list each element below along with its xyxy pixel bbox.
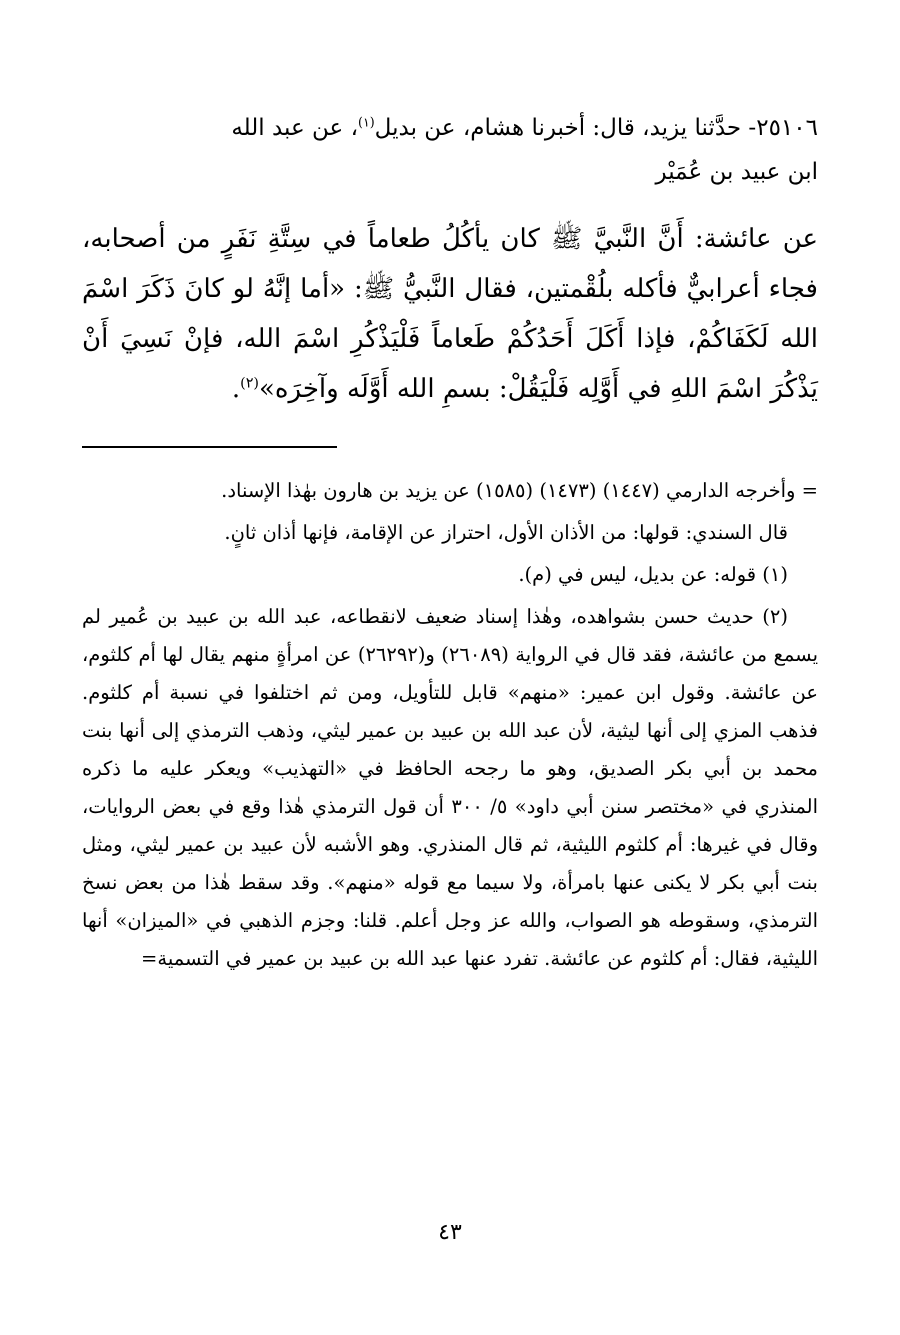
footnote-continuation: = وأخرجه الدارمي (١٤٤٧) (١٤٧٣) (١٥٨٥) عن يزيد بن هارون بهٰذا الإسناد.: [221, 479, 818, 502]
footnote-sindi-comment: قال السندي: قولها: من الأذان الأول، احتراز عن الإقامة، فإنها أذان ثانٍ.: [224, 521, 788, 544]
hadith-matn: [82, 214, 818, 414]
isnad-text-end: ، عن عبد الله: [231, 115, 358, 141]
footnote-1: (١) قوله: عن بديل، ليس في (م).: [518, 563, 788, 586]
page-number: ٤٣: [438, 1220, 462, 1245]
footnote-separator: [82, 446, 337, 448]
isnad-line-2: ابن عبيد بن عُمَيْر: [655, 159, 818, 185]
footnotes: [82, 472, 818, 978]
footnote-2: (٢) حديث حسن بشواهده، وهٰذا إسناد ضعيف لانقطاعه، عبد الله بن عبيد بن عُمير لم يسمع من عائشة، فقد قال في الرواية (٢٦٠٨٩) و(٢٦٢٩٢) عن امرأةٍ منهم يقال لها أم كلثوم، عن عائشة. وقول ابن عمير: «منهم» قابل للتأويل، ومن ثم اختلفوا في نسبة أم كلثوم. فذهب المزي إلى أنها ليثية، لأن عبد الله بن عبيد بن عمير ليثي، وذهب الترمذي إلى أنها بنت محمد بن أبي بكر الصديق، وهو ما رجحه الحافظ في «التهذيب» ويعكر عليه ما ذكره المنذري في «مختصر سنن أبي داود» ٥/ ٣٠٠ أن قول الترمذي هٰذا وقع في بعض الروايات، وقال في غيرها: أم كلثوم الليثية، ثم قال المنذري. وهو الأشبه لأن عبيد بن عمير ليثي، ومثل بنت أبي بكر لا يكنى عنها بامرأة، ولا سيما مع قوله «منهم». وقد سقط هٰذا من بعض نسخ الترمذي، وسقوطه هو الصواب، والله عز وجل أعلم. قلنا: وجزم الذهبي في «الميزان» أنها الليثية، فقال: أم كلثوم عن عائشة. تفرد عنها عبد الله بن عبيد بن عمير في التسمية=: [82, 605, 818, 970]
isnad-line-1: [82, 108, 818, 148]
hadith-isnad: [82, 108, 818, 192]
isnad-text: ٢٥١٠٦- حدَّثنا يزيد، قال: أخبرنا هشام، عن بديل: [374, 115, 818, 141]
matn-end: .: [231, 374, 241, 404]
footnote-marker-1[interactable]: (١): [358, 114, 375, 130]
footnote-marker-2[interactable]: (٢): [240, 375, 259, 392]
matn-text: عن عائشة: أَنَّ النَّبيَّ ﷺ كان يأكُلُ طعاماً في سِتَّةِ نَفَرٍ من أصحابه، فجاء أعرابيٌّ فأكله بلُقْمتين، فقال النَّبيُّ ﷺ: «أما إنَّهُ لو كانَ ذَكَرَ اسْمَ الله لَكَفَاكُمْ، فإذا أَكَلَ أَحَدُكُمْ طَعاماً فَلْيَذْكُرِ اسْمَ الله، فإنْ نَسِيَ أَنْ يَذْكُرَ اسْمَ اللهِ في أَوَّلِه فَلْيَقُلْ: بسمِ الله أَوَّلَه وآخِرَه»: [82, 224, 818, 404]
